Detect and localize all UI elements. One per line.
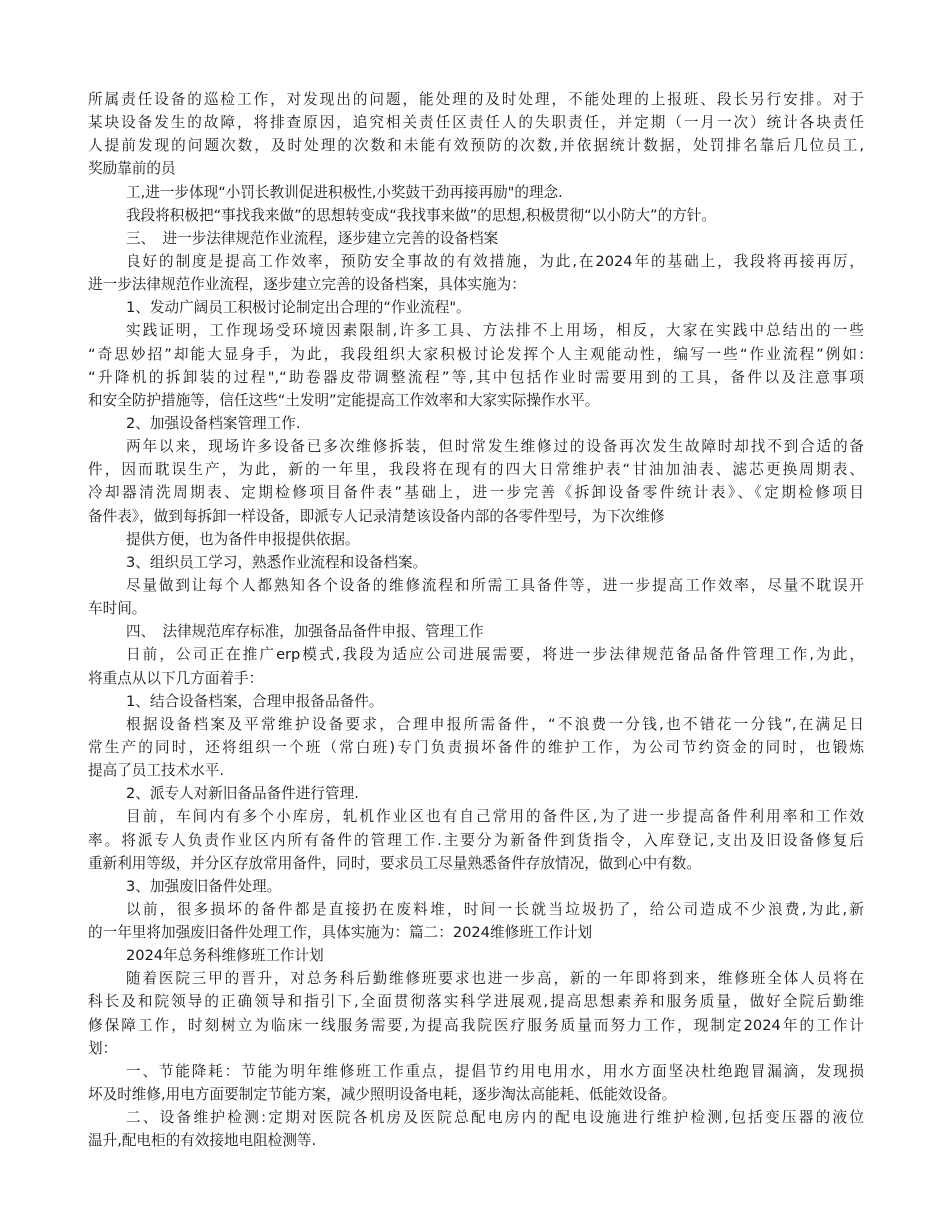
text-line: 车时间。	[88, 600, 147, 618]
document-page	[88, 88, 864, 1152]
text-line: 日前，公司正在推广erp模式,我段为适应公司进展需要，将进一步法律规范备品备件管理工作,为此，	[126, 646, 864, 664]
text-line: 良好的制度是提高工作效率，预防安全事故的有效措施，为此,在2024年的基础上，我段将再接再厉，	[126, 252, 864, 270]
text-line: 三、 进一步法律规范作业流程，逐步建立完善的设备档案	[126, 229, 499, 247]
text-line: 和安全防护措施等，信任这些“土发明”定能提高工作效率和大家实际操作水平。	[88, 391, 600, 409]
text-line: 以前，很多损坏的备件都是直接扔在废料堆，时间一长就当垃圾扔了，给公司造成不少浪费,为此,新	[126, 900, 864, 918]
text-line: 尽量做到让每个人都熟知各个设备的维修流程和所需工具备件等，进一步提高工作效率，尽量不耽误开	[126, 576, 864, 594]
text-line: 常生产的同时，还将组织一个班（常白班)专门负责损坏备件的维护工作，为公司节约资金的同时，也锻炼	[88, 738, 864, 756]
text-line: 我段将积极把“事找我来做”的思想转变成“我找事来做”的思想,积极贯彻“以小防大”的方针。	[126, 206, 716, 224]
text-line: 3、组织员工学习，熟悉作业流程和设备档案。	[126, 553, 428, 571]
text-line: 提高了员工技术水平.	[88, 762, 224, 780]
text-line: 划：	[88, 1039, 118, 1057]
text-line: 目前，车间内有多个小库房，轧机作业区也有自己常用的备件区,为了进一步提高备件利用率和工作效	[126, 808, 864, 826]
text-line: 根据设备档案及平常维护设备要求，合理申报所需备件，“不浪费一分钱,也不错花一分钱”,在满足日	[126, 715, 864, 733]
text-line: 某块设备发生的故障，将排查原因，追究相关责任区责任人的失职责任，并定期（一月一次）统计各块责任	[88, 114, 864, 132]
text-line: 将重点从以下几方面着手：	[88, 669, 264, 687]
text-line: 奖励靠前的员	[88, 160, 176, 178]
text-line: 工,进一步体现“小罚长教训促进积极性,小奖鼓干劲再接再励"的理念.	[126, 183, 563, 201]
text-line: 科长及和院领导的正确领导和指引下,全面贯彻落实科学进展观,提高思想素养和服务质量，做好全院后勤维	[88, 993, 864, 1011]
text-line: 2024年总务科维修班工作计划	[126, 947, 324, 965]
text-line: 坏及时维修,用电方面要制定节能方案，减少照明设备电耗，逐步淘汰高能耗、低能效设备。	[88, 1086, 677, 1104]
text-line: 的一年里将加强废旧备件处理工作，具体实施为：篇二：2024维修班工作计划	[88, 924, 593, 942]
text-line: 重新利用等级，并分区存放常用备件，同时，要求员工尽量熟悉备件存放情况，做到心中有数。	[88, 854, 701, 872]
text-line: 修保障工作，时刻树立为临床一线服务需要,为提高我院医疗服务质量而努力工作，现制定2024年的工作计	[88, 1016, 864, 1034]
text-line: 2、派专人对新旧备品备件进行管理.	[126, 785, 359, 803]
text-line: “奇思妙招”却能大显身手，为此，我段组织大家积极讨论发挥个人主观能动性，编写一些“作业流程”例如:	[88, 345, 864, 363]
text-line: 所属责任设备的巡检工作，对发现出的问题，能处理的及时处理，不能处理的上报班、段长另行安排。对于	[88, 91, 864, 108]
text-line: 一、节能降耗：节能为明年维修班工作重点，提倡节约用电用水，用水方面坚决杜绝跑冒漏滴，发现损	[126, 1062, 864, 1080]
text-line: 率。将派专人负责作业区内所有备件的管理工作.主要分为新备件到货指令，入库登记,支出及旧设备修复后	[88, 831, 864, 849]
text-line: 1、结合设备档案，合理申报备品备件。	[126, 692, 384, 710]
text-line: 2、加强设备档案管理工作.	[126, 414, 301, 432]
text-line: 件，因而耽误生产，为此，新的一年里，我段将在现有的四大日常维护表“甘油加油表、滤芯更换周期表、	[88, 461, 864, 479]
text-line: 两年以来，现场许多设备已多次维修拆装，但时常发生维修过的设备再次发生故障时却找不到合适的备	[126, 438, 864, 456]
text-line: 温升,配电柜的有效接地电阻检测等.	[88, 1132, 317, 1150]
text-line: 冷却器清洗周期表、定期检修项目备件表”基础上，进一步完善《拆卸设备零件统计表》、《定期检修项目	[88, 484, 864, 502]
text-line: 3、加强废旧备件处理。	[126, 877, 282, 895]
text-line: 随着医院三甲的晋升，对总务科后勤维修班要求也进一步高，新的一年即将到来，维修班全体人员将在	[126, 970, 864, 988]
text-line: 进一步法律规范作业流程，逐步建立完善的设备档案，具体实施为：	[88, 276, 526, 294]
text-line: 四、 法律规范库存标准，加强备品备件申报、管理工作	[126, 623, 484, 641]
text-line: 二、设备维护检测:定期对医院各机房及医院总配电房内的配电设施进行维护检测,包括变压器的液位	[126, 1109, 864, 1127]
text-line: 提供方便，也为备件申报提供依据。	[126, 530, 360, 548]
text-line: 人提前发现的问题次数，及时处理的次数和未能有效预防的次数,并依据统计数据，处罚排名靠后几位员工,	[88, 137, 864, 155]
text-line: “升降机的拆卸装的过程",“助卷器皮带调整流程”等,其中包括作业时需要用到的工具，备件以及注意事项	[88, 368, 864, 386]
text-line: 实践证明，工作现场受环境因素限制,许多工具、方法排不上用场，相反，大家在实践中总结出的一些	[126, 322, 864, 340]
text-line: 备件表》，做到每拆卸一样设备，即派专人记录清楚该设备内部的各零件型号，为下次维修	[88, 507, 665, 525]
text-line: 1、发动广阔员工积极讨论制定出合理的“作业流程"。	[126, 299, 471, 317]
